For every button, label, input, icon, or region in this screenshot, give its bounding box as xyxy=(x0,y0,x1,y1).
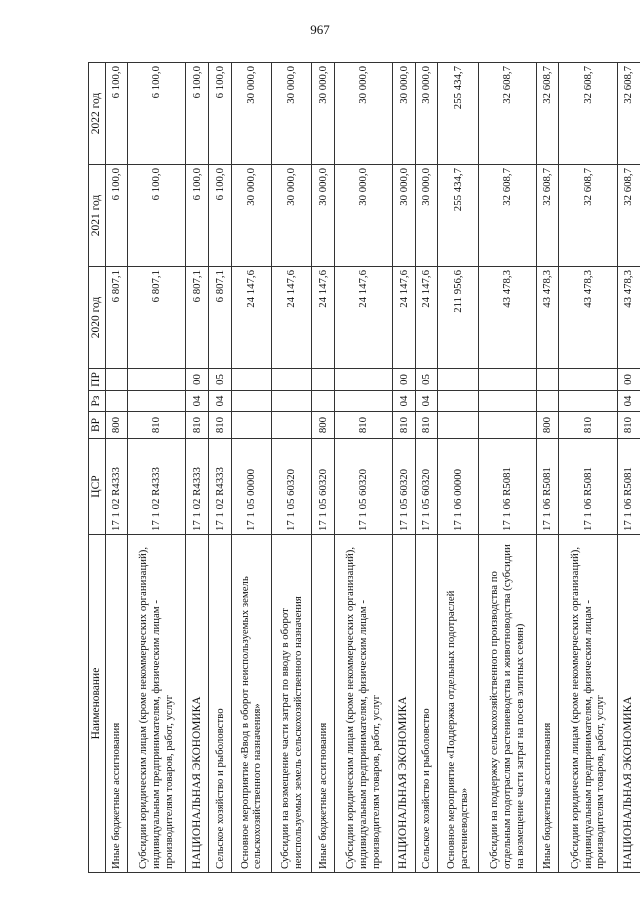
col-header-name: Наименование xyxy=(89,535,106,873)
cell-2022: 6 100,0 xyxy=(127,63,185,165)
cell-name: Субсидии юридическим лицам (кроме некоммерческих организаций), индивидуальным предпринимателям, физическим лицам - производителям товаров, работ, услуг xyxy=(334,535,392,873)
table-row xyxy=(231,63,271,873)
cell-2021: 6 100,0 xyxy=(209,165,231,267)
table-row xyxy=(105,63,127,873)
cell-csr: 17 1 02 R4333 xyxy=(209,439,231,535)
cell-pr xyxy=(478,369,536,391)
page-number: 967 xyxy=(310,22,330,37)
cell-2022: 32 608,7 xyxy=(559,63,617,165)
cell-rz xyxy=(559,391,617,412)
table-row xyxy=(186,63,209,873)
table-row xyxy=(127,63,185,873)
table-row xyxy=(537,63,559,873)
cell-vr: 810 xyxy=(416,412,438,439)
cell-2021: 6 100,0 xyxy=(105,165,127,267)
col-header-2020: 2020 год xyxy=(89,267,106,369)
cell-pr xyxy=(271,369,311,391)
cell-rz: 04 xyxy=(209,391,231,412)
table-row xyxy=(438,63,478,873)
cell-rz xyxy=(312,391,334,412)
col-header-vr: ВР xyxy=(89,412,106,439)
cell-2022: 32 608,7 xyxy=(537,63,559,165)
cell-pr: 00 xyxy=(617,369,640,391)
table-row xyxy=(416,63,438,873)
cell-2022: 6 100,0 xyxy=(209,63,231,165)
cell-vr: 810 xyxy=(392,412,415,439)
col-header-2021: 2021 год xyxy=(89,165,106,267)
col-header-rz: Рз xyxy=(89,391,106,412)
cell-2021: 255 434,7 xyxy=(438,165,478,267)
cell-vr: 810 xyxy=(127,412,185,439)
cell-pr xyxy=(231,369,271,391)
cell-csr: 17 1 06 00000 xyxy=(438,439,478,535)
cell-2020: 6 807,1 xyxy=(209,267,231,369)
table-header-row xyxy=(89,63,106,873)
cell-pr: 00 xyxy=(392,369,415,391)
cell-pr: 00 xyxy=(186,369,209,391)
cell-2021: 30 000,0 xyxy=(312,165,334,267)
cell-name: Субсидии на возмещение части затрат по вводу в оборот неиспользуемых земель сельскохозяйственного назначения xyxy=(271,535,311,873)
cell-pr xyxy=(559,369,617,391)
cell-vr: 810 xyxy=(617,412,640,439)
cell-name: Иные бюджетные ассигнования xyxy=(105,535,127,873)
cell-name: Основное мероприятие «Поддержка отдельных подотраслей растениеводства» xyxy=(438,535,478,873)
cell-pr: 05 xyxy=(416,369,438,391)
cell-rz: 04 xyxy=(186,391,209,412)
cell-2022: 6 100,0 xyxy=(105,63,127,165)
table-row xyxy=(271,63,311,873)
cell-2020: 24 147,6 xyxy=(312,267,334,369)
cell-2021: 30 000,0 xyxy=(392,165,415,267)
table-row xyxy=(312,63,334,873)
cell-2020: 24 147,6 xyxy=(416,267,438,369)
cell-name: Иные бюджетные ассигнования xyxy=(537,535,559,873)
table-row xyxy=(334,63,392,873)
cell-rz xyxy=(105,391,127,412)
cell-rz: 04 xyxy=(416,391,438,412)
table-row xyxy=(209,63,231,873)
table-row xyxy=(392,63,415,873)
cell-2022: 30 000,0 xyxy=(312,63,334,165)
cell-vr xyxy=(478,412,536,439)
cell-2022: 32 608,7 xyxy=(478,63,536,165)
cell-name: Основное мероприятие «Ввод в оборот неиспользуемых земель сельскохозяйственного назначения» xyxy=(231,535,271,873)
col-header-csr: ЦСР xyxy=(89,439,106,535)
cell-2022: 255 434,7 xyxy=(438,63,478,165)
cell-2020: 43 478,3 xyxy=(537,267,559,369)
cell-2022: 30 000,0 xyxy=(416,63,438,165)
table-row xyxy=(559,63,617,873)
cell-name: Сельское хозяйство и рыболовство xyxy=(209,535,231,873)
cell-vr xyxy=(231,412,271,439)
cell-vr: 800 xyxy=(312,412,334,439)
cell-2020: 24 147,6 xyxy=(271,267,311,369)
cell-csr: 17 1 05 60320 xyxy=(334,439,392,535)
cell-name: НАЦИОНАЛЬНАЯ ЭКОНОМИКА xyxy=(617,535,640,873)
cell-rz xyxy=(537,391,559,412)
cell-vr: 800 xyxy=(105,412,127,439)
cell-rz xyxy=(231,391,271,412)
cell-2022: 30 000,0 xyxy=(334,63,392,165)
cell-name: Субсидии на поддержку сельскохозяйственного производства по отдельным подотраслям растениеводства и животноводства (субсидии на возмещение части затрат на посев элитных семян) xyxy=(478,535,536,873)
cell-name: Иные бюджетные ассигнования xyxy=(312,535,334,873)
cell-2021: 30 000,0 xyxy=(271,165,311,267)
cell-csr: 17 1 02 R4333 xyxy=(186,439,209,535)
cell-name: Сельское хозяйство и рыболовство xyxy=(416,535,438,873)
cell-rz: 04 xyxy=(392,391,415,412)
cell-pr xyxy=(127,369,185,391)
cell-name: НАЦИОНАЛЬНАЯ ЭКОНОМИКА xyxy=(392,535,415,873)
cell-vr: 810 xyxy=(559,412,617,439)
cell-csr: 17 1 06 R5081 xyxy=(478,439,536,535)
cell-2020: 6 807,1 xyxy=(127,267,185,369)
cell-vr: 810 xyxy=(334,412,392,439)
cell-pr xyxy=(312,369,334,391)
cell-pr xyxy=(537,369,559,391)
cell-csr: 17 1 06 R5081 xyxy=(537,439,559,535)
cell-name: Субсидии юридическим лицам (кроме некоммерческих организаций), индивидуальным предпринимателям, физическим лицам - производителям товаров, работ, услуг xyxy=(127,535,185,873)
cell-csr: 17 1 06 R5081 xyxy=(559,439,617,535)
cell-2022: 6 100,0 xyxy=(186,63,209,165)
cell-2021: 32 608,7 xyxy=(478,165,536,267)
cell-2021: 30 000,0 xyxy=(334,165,392,267)
cell-2020: 43 478,3 xyxy=(478,267,536,369)
cell-rz xyxy=(438,391,478,412)
cell-2022: 30 000,0 xyxy=(271,63,311,165)
cell-csr: 17 1 02 R4333 xyxy=(105,439,127,535)
cell-vr: 810 xyxy=(209,412,231,439)
cell-2021: 30 000,0 xyxy=(231,165,271,267)
cell-pr: 05 xyxy=(209,369,231,391)
cell-name: НАЦИОНАЛЬНАЯ ЭКОНОМИКА xyxy=(186,535,209,873)
cell-2020: 24 147,6 xyxy=(231,267,271,369)
cell-pr xyxy=(334,369,392,391)
cell-vr: 810 xyxy=(186,412,209,439)
cell-csr: 17 1 05 00000 xyxy=(231,439,271,535)
table-row xyxy=(478,63,536,873)
cell-csr: 17 1 05 60320 xyxy=(271,439,311,535)
cell-rz xyxy=(127,391,185,412)
rotated-page-content xyxy=(88,63,640,873)
cell-name: Субсидии юридическим лицам (кроме некоммерческих организаций), индивидуальным предпринимателям, физическим лицам - производителям товаров, работ, услуг xyxy=(559,535,617,873)
cell-2021: 32 608,7 xyxy=(537,165,559,267)
cell-rz xyxy=(334,391,392,412)
cell-2020: 6 807,1 xyxy=(105,267,127,369)
cell-vr: 800 xyxy=(537,412,559,439)
cell-2022: 30 000,0 xyxy=(392,63,415,165)
cell-2022: 32 608,7 xyxy=(617,63,640,165)
cell-2020: 211 956,6 xyxy=(438,267,478,369)
table-row xyxy=(617,63,640,873)
cell-2021: 32 608,7 xyxy=(617,165,640,267)
cell-rz: 04 xyxy=(617,391,640,412)
cell-2022: 30 000,0 xyxy=(231,63,271,165)
cell-2020: 24 147,6 xyxy=(392,267,415,369)
cell-csr: 17 1 05 60320 xyxy=(416,439,438,535)
cell-csr: 17 1 05 60320 xyxy=(312,439,334,535)
cell-2021: 6 100,0 xyxy=(186,165,209,267)
cell-pr xyxy=(105,369,127,391)
cell-2020: 43 478,3 xyxy=(617,267,640,369)
cell-csr: 17 1 06 R5081 xyxy=(617,439,640,535)
cell-2021: 6 100,0 xyxy=(127,165,185,267)
cell-rz xyxy=(478,391,536,412)
col-header-pr: ПР xyxy=(89,369,106,391)
cell-csr: 17 1 05 60320 xyxy=(392,439,415,535)
budget-table xyxy=(88,62,640,873)
cell-rz xyxy=(271,391,311,412)
cell-pr xyxy=(438,369,478,391)
cell-2020: 43 478,3 xyxy=(559,267,617,369)
col-header-2022: 2022 год xyxy=(89,63,106,165)
cell-csr: 17 1 02 R4333 xyxy=(127,439,185,535)
cell-2020: 24 147,6 xyxy=(334,267,392,369)
cell-2021: 30 000,0 xyxy=(416,165,438,267)
cell-vr xyxy=(271,412,311,439)
cell-2020: 6 807,1 xyxy=(186,267,209,369)
cell-vr xyxy=(438,412,478,439)
cell-2021: 32 608,7 xyxy=(559,165,617,267)
